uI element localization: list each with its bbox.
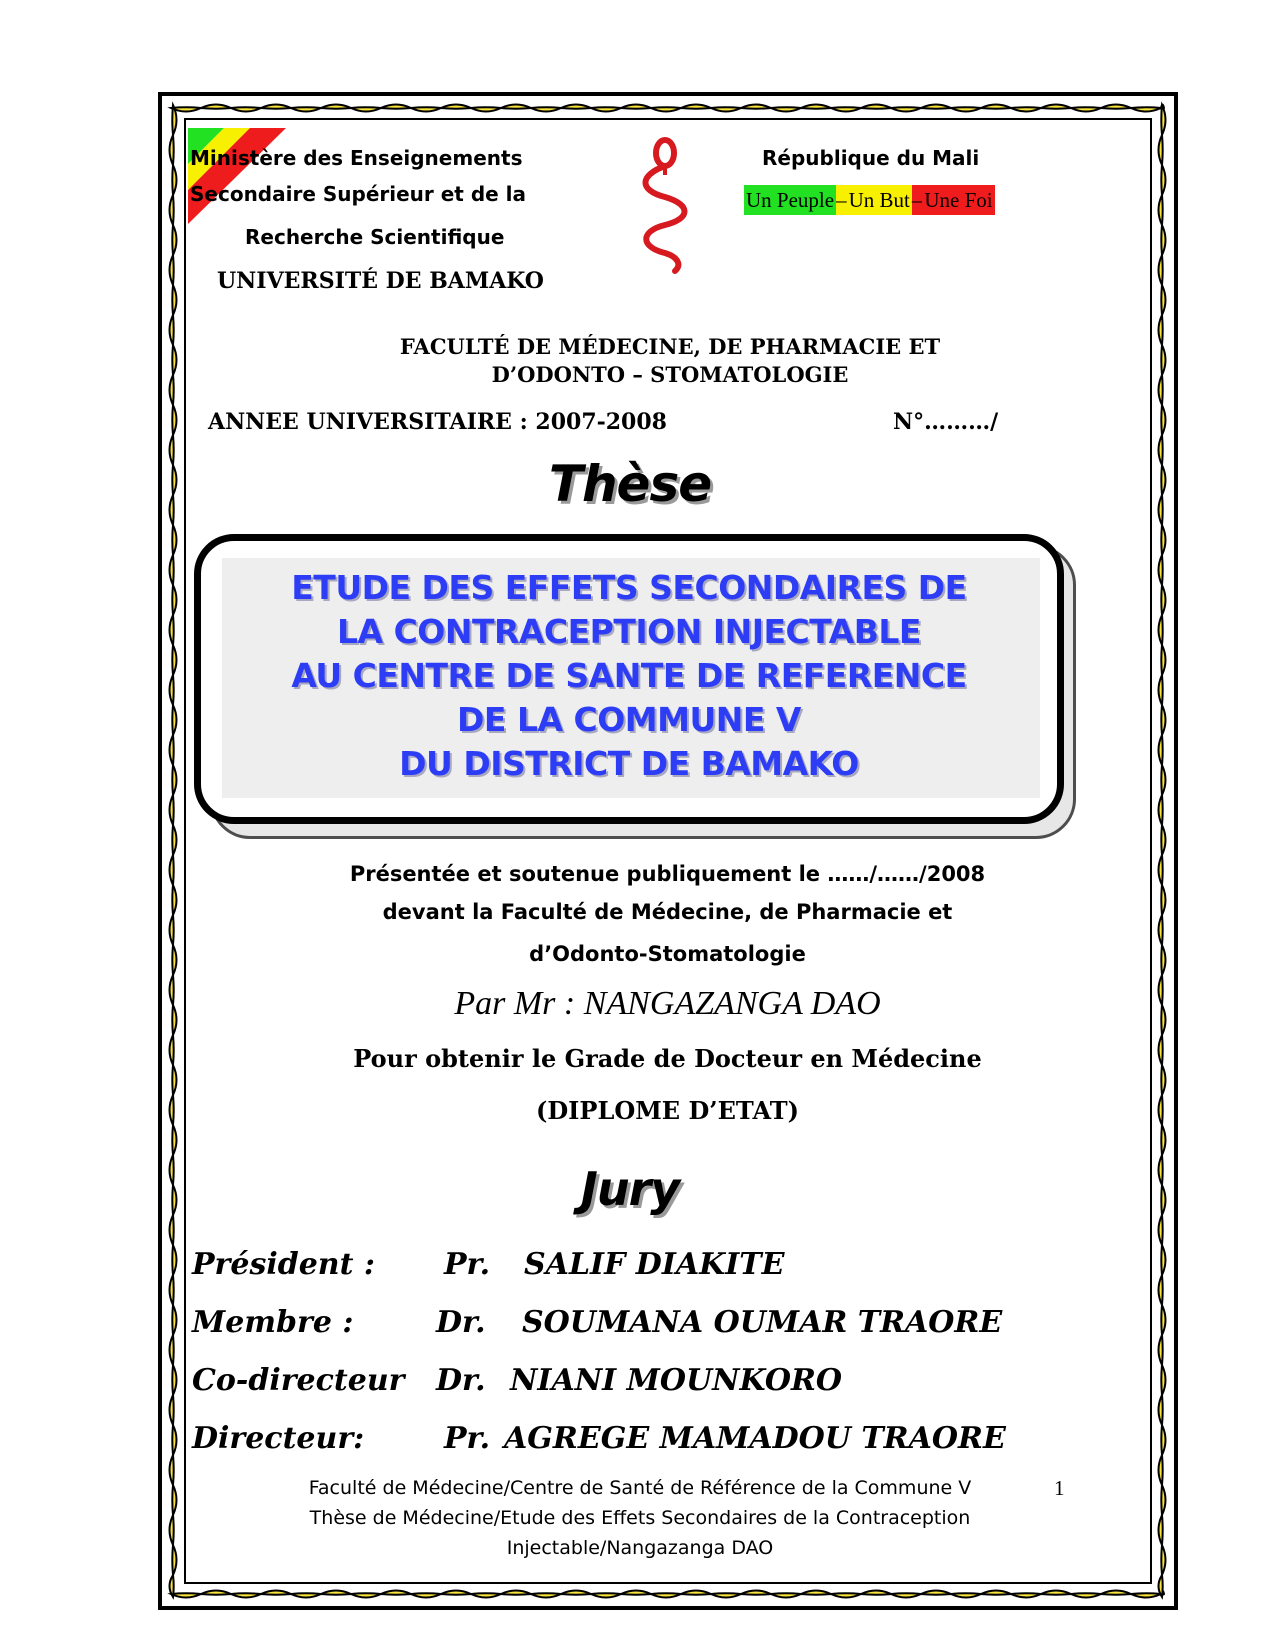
motto-separator-2: – [912,185,923,215]
university-name: UNIVERSITÉ DE BAMAKO [217,268,544,294]
national-motto [744,185,995,215]
thesis-title-line-4: DE LA COMMUNE V [457,700,801,739]
thesis-title-line-5: DU DISTRICT DE BAMAKO [399,744,859,783]
jury-title-member: Dr. [436,1305,486,1340]
jury-role-member: Membre : [192,1305,354,1340]
thesis-number: N°………/ [893,409,999,435]
jury-name-member: SOUMANA OUMAR TRAORE [522,1305,1003,1340]
page-number: 1 [1054,1476,1065,1500]
faculty-line-1: FACULTÉ DE MÉDECINE, DE PHARMACIE ET [399,334,941,359]
motto-separator-1: – [836,185,847,215]
jury-role-director: Directeur: [192,1421,365,1456]
author-name: Par Mr : NANGAZANGA DAO [454,985,881,1022]
jury-name-president: SALIF DIAKITE [524,1247,785,1282]
grade-line-2: (DIPLOME D’ETAT) [536,1096,799,1125]
these-heading: Thèse [548,455,712,513]
thesis-title-line-2: LA CONTRACEPTION INJECTABLE [337,612,921,651]
jury-heading: Jury [580,1162,680,1216]
jury-title-director: Pr. [444,1421,491,1456]
motto-part-2: Un But [847,185,912,215]
faculty-line-2: D’ODONTO – STOMATOLOGIE [491,362,849,387]
motto-part-1: Un Peuple [744,185,836,215]
jury-role-president: Président : [192,1247,375,1282]
thesis-title-line-1: ETUDE DES EFFETS SECONDAIRES DE [291,568,967,607]
mali-flag-corner [188,128,286,224]
jury-title-codirector: Dr. [436,1363,486,1398]
jury-name-codirector: NIANI MOUNKORO [510,1363,843,1398]
presentation-line-1: Présentée et soutenue publiquement le ……/……/2008 [349,862,986,886]
republic-name: République du Mali [762,146,980,170]
ministry-line-3: Recherche Scientifique [245,225,505,249]
footer-line-3: Injectable/Nangazanga DAO [506,1537,774,1559]
motto-part-3: Une Foi [922,185,994,215]
academic-year: ANNEE UNIVERSITAIRE : 2007-2008 [208,409,667,435]
ministry-line-1: Ministère des Enseignements [190,146,523,170]
jury-name-director: AGREGE MAMADOU TRAORE [504,1421,1006,1456]
ministry-line-2: Secondaire Supérieur et de la [190,182,527,206]
presentation-line-3: d’Odonto-Stomatologie [529,942,806,966]
footer-line-1: Faculté de Médecine/Centre de Santé de Référence de la Commune V [308,1477,972,1499]
presentation-line-2: devant la Faculté de Médecine, de Pharmacie et [382,900,953,924]
caduceus-icon [620,135,710,275]
jury-title-president: Pr. [444,1247,491,1282]
footer-line-2: Thèse de Médecine/Etude des Effets Secondaires de la Contraception [309,1507,971,1529]
thesis-title-line-3: AU CENTRE DE SANTE DE REFERENCE [291,656,967,695]
jury-role-codirector: Co-directeur [192,1363,405,1398]
grade-line-1: Pour obtenir le Grade de Docteur en Médecine [353,1044,982,1073]
